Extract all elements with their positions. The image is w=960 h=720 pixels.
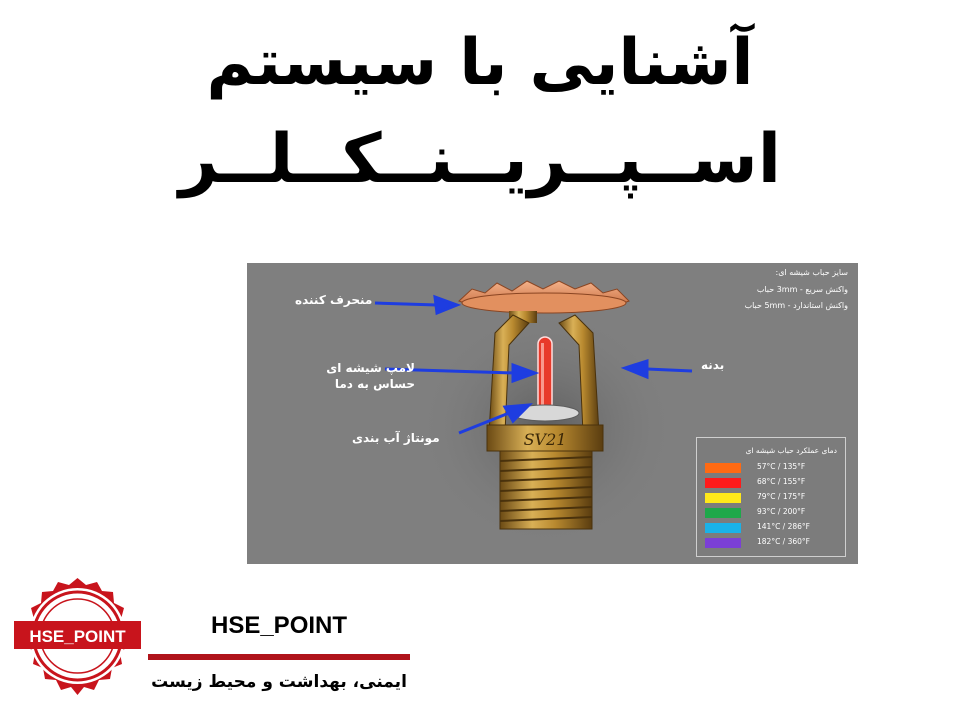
- legend-value: 141°C / 286°F: [757, 522, 810, 531]
- legend-swatch: [705, 463, 741, 473]
- legend-value: 57°C / 135°F: [757, 462, 806, 471]
- body-label: بدنه: [701, 358, 725, 372]
- legend-value: 93°C / 200°F: [757, 507, 806, 516]
- bulb-size-title: سایز حباب شیشه ای:: [775, 268, 848, 277]
- brand-name: HSE_POINT: [210, 612, 348, 639]
- bulb-label-1: لامپ شیشه ای: [326, 361, 415, 375]
- svg-text:SV21: SV21: [523, 430, 567, 449]
- legend-swatch: [705, 523, 741, 533]
- title-line-2: اســپــریــنــکــلــر: [178, 120, 782, 199]
- legend-swatch: [705, 493, 741, 503]
- logo-text: HSE_POINT: [29, 627, 126, 646]
- sprinkler-figure: [247, 263, 858, 564]
- bulb-label-2: حساس به دما: [334, 377, 415, 391]
- seal-label: مونتاژ آب بندی: [352, 431, 440, 445]
- legend-value: 79°C / 175°F: [757, 492, 806, 501]
- bulb-size-standard: واکنش استاندارد - 5mm حباب: [744, 301, 848, 310]
- title-line-1: آشنایی با سیستم: [206, 26, 754, 100]
- divider-line: [148, 654, 410, 660]
- legend-value: 68°C / 155°F: [757, 477, 806, 486]
- legend-swatch: [705, 538, 741, 548]
- deflector-label: منحرف کننده: [295, 293, 373, 307]
- brand-subtitle: ایمنی، بهداشت و محیط زیست: [151, 672, 407, 692]
- hse-point-logo: [10, 565, 145, 705]
- legend-swatch: [705, 478, 741, 488]
- legend-swatch: [705, 508, 741, 518]
- legend-value: 182°C / 360°F: [757, 537, 810, 546]
- temperature-legend: [696, 437, 846, 557]
- deflector-shape: [459, 281, 629, 313]
- bulb-size-fast: واکنش سریع - 3mm حباب: [756, 285, 848, 294]
- legend-title: دمای عملکرد حباب شیشه ای: [745, 446, 837, 455]
- thread-section: [500, 451, 592, 529]
